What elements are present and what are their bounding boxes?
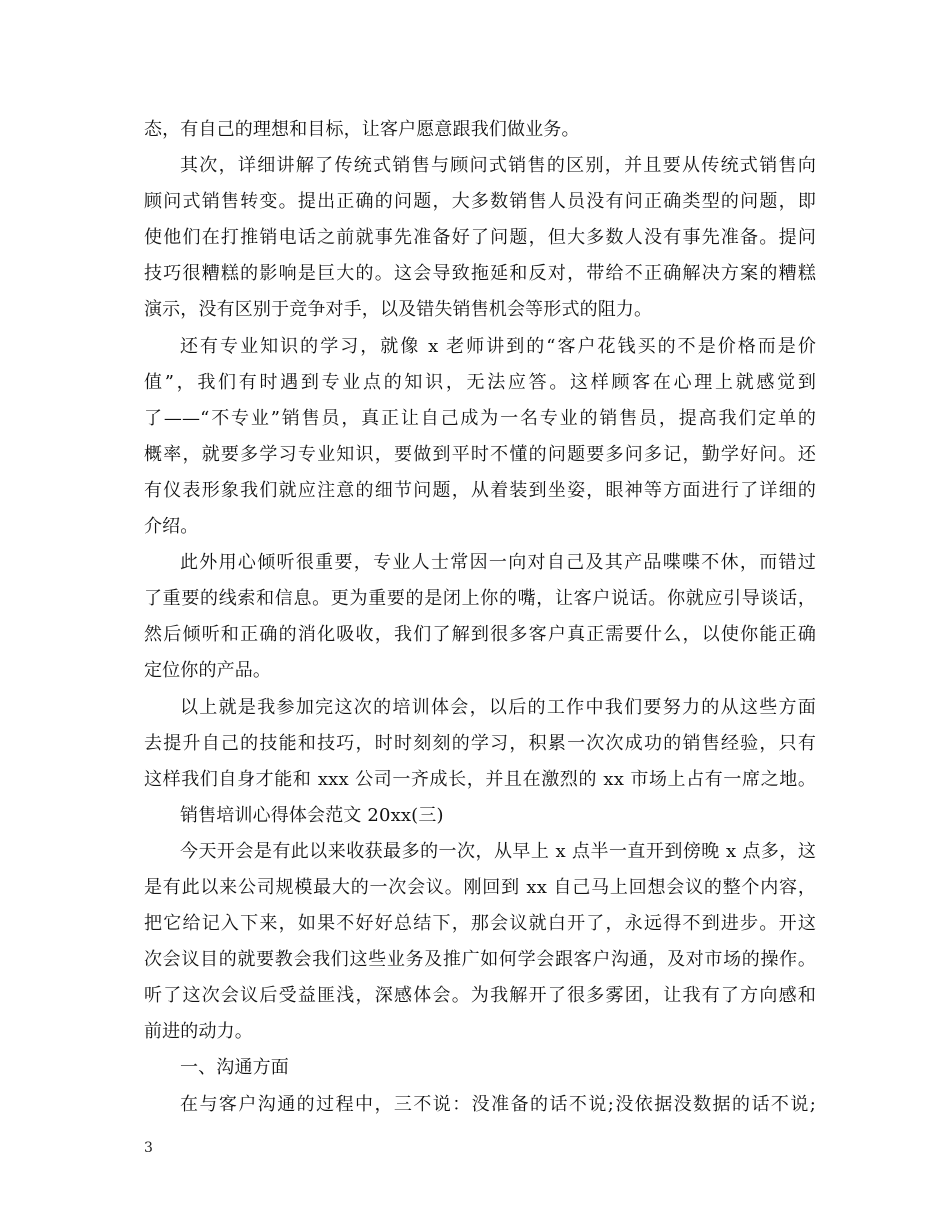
text-line: 其次，详细讲解了传统式销售与顾问式销售的区别，并且要从传统式销售向 [180, 155, 816, 177]
text-line: 是有此以来公司规模最大的一次会议。刚回到 xx 自己马上回想会议的整个内容， [144, 876, 816, 898]
text-line: 顾问式销售转变。提出正确的问题，大多数销售人员没有问正确类型的问题，即 [144, 191, 816, 213]
text-line: 有仪表形象我们就应注意的细节问题，从着装到坐姿，眼神等方面进行了详细的 [144, 479, 816, 501]
text-line: 了重要的线索和信息。更为重要的是闭上你的嘴，让客户说话。你就应引导谈话， [144, 588, 816, 610]
text-line: 听了这次会议后受益匪浅，深感体会。为我解开了很多雾团，让我有了方向感和 [144, 985, 816, 1007]
text-line: 值”，我们有时遇到专业点的知识，无法应答。这样顾客在心理上就感觉到 [144, 371, 816, 393]
page-number: 3 [144, 1140, 153, 1156]
body-text [144, 112, 816, 1123]
text-line: 把它给记入下来，如果不好好总结下，那会议就白开了，永远得不到进步。开这 [144, 913, 816, 935]
text-line: 前进的动力。 [144, 1021, 253, 1043]
text-line: 然后倾听和正确的消化吸收，我们了解到很多客户真正需要什么，以使你能正确 [144, 624, 816, 646]
text-line: 态，有自己的理想和目标，让客户愿意跟我们做业务。 [144, 119, 580, 140]
text-line: 销售培训心得体会范文 20xx(三) [180, 804, 444, 826]
text-line: 今天开会是有此以来收获最多的一次，从早上 x 点半一直开到傍晚 x 点多，这 [180, 840, 816, 862]
text-line: 介绍。 [144, 516, 199, 538]
text-line: 这样我们自身才能和 xxx 公司一齐成长，并且在激烈的 xx 市场上占有一席之地。 [144, 768, 816, 790]
text-line: 技巧很糟糕的影响是巨大的。这会导致拖延和反对，带给不正确解决方案的糟糕 [144, 263, 816, 285]
text-line: 以上就是我参加完这次的培训体会，以后的工作中我们要努力的从这些方面 [180, 696, 816, 718]
text-line: 定位你的产品。 [144, 660, 272, 682]
text-line: 在与客户沟通的过程中，三不说：没准备的话不说;没依据没数据的话不说; [180, 1093, 816, 1115]
text-line: 次会议目的就要教会我们这些业务及推广如何学会跟客户沟通，及对市场的操作。 [144, 949, 816, 971]
text-line: 概率，就要多学习专业知识，要做到平时不懂的问题要多问多记，勤学好问。还 [144, 443, 816, 465]
text-line: 去提升自己的技能和技巧，时时刻刻的学习，积累一次次成功的销售经验，只有 [144, 732, 816, 754]
text-line: 还有专业知识的学习，就像 x 老师讲到的“客户花钱买的不是价格而是价 [180, 335, 816, 357]
text-line: 了——“不专业”销售员，真正让自己成为一名专业的销售员，提高我们定单的 [144, 407, 816, 429]
text-line: 一、沟通方面 [180, 1057, 289, 1079]
text-line: 演示，没有区别于竞争对手，以及错失销售机会等形式的阻力。 [144, 299, 653, 321]
text-line: 使他们在打推销电话之前就事先准备好了问题，但大多数人没有事先准备。提问 [144, 227, 816, 249]
text-line: 此外用心倾听很重要，专业人士常因一向对自己及其产品喋喋不休，而错过 [180, 552, 816, 574]
